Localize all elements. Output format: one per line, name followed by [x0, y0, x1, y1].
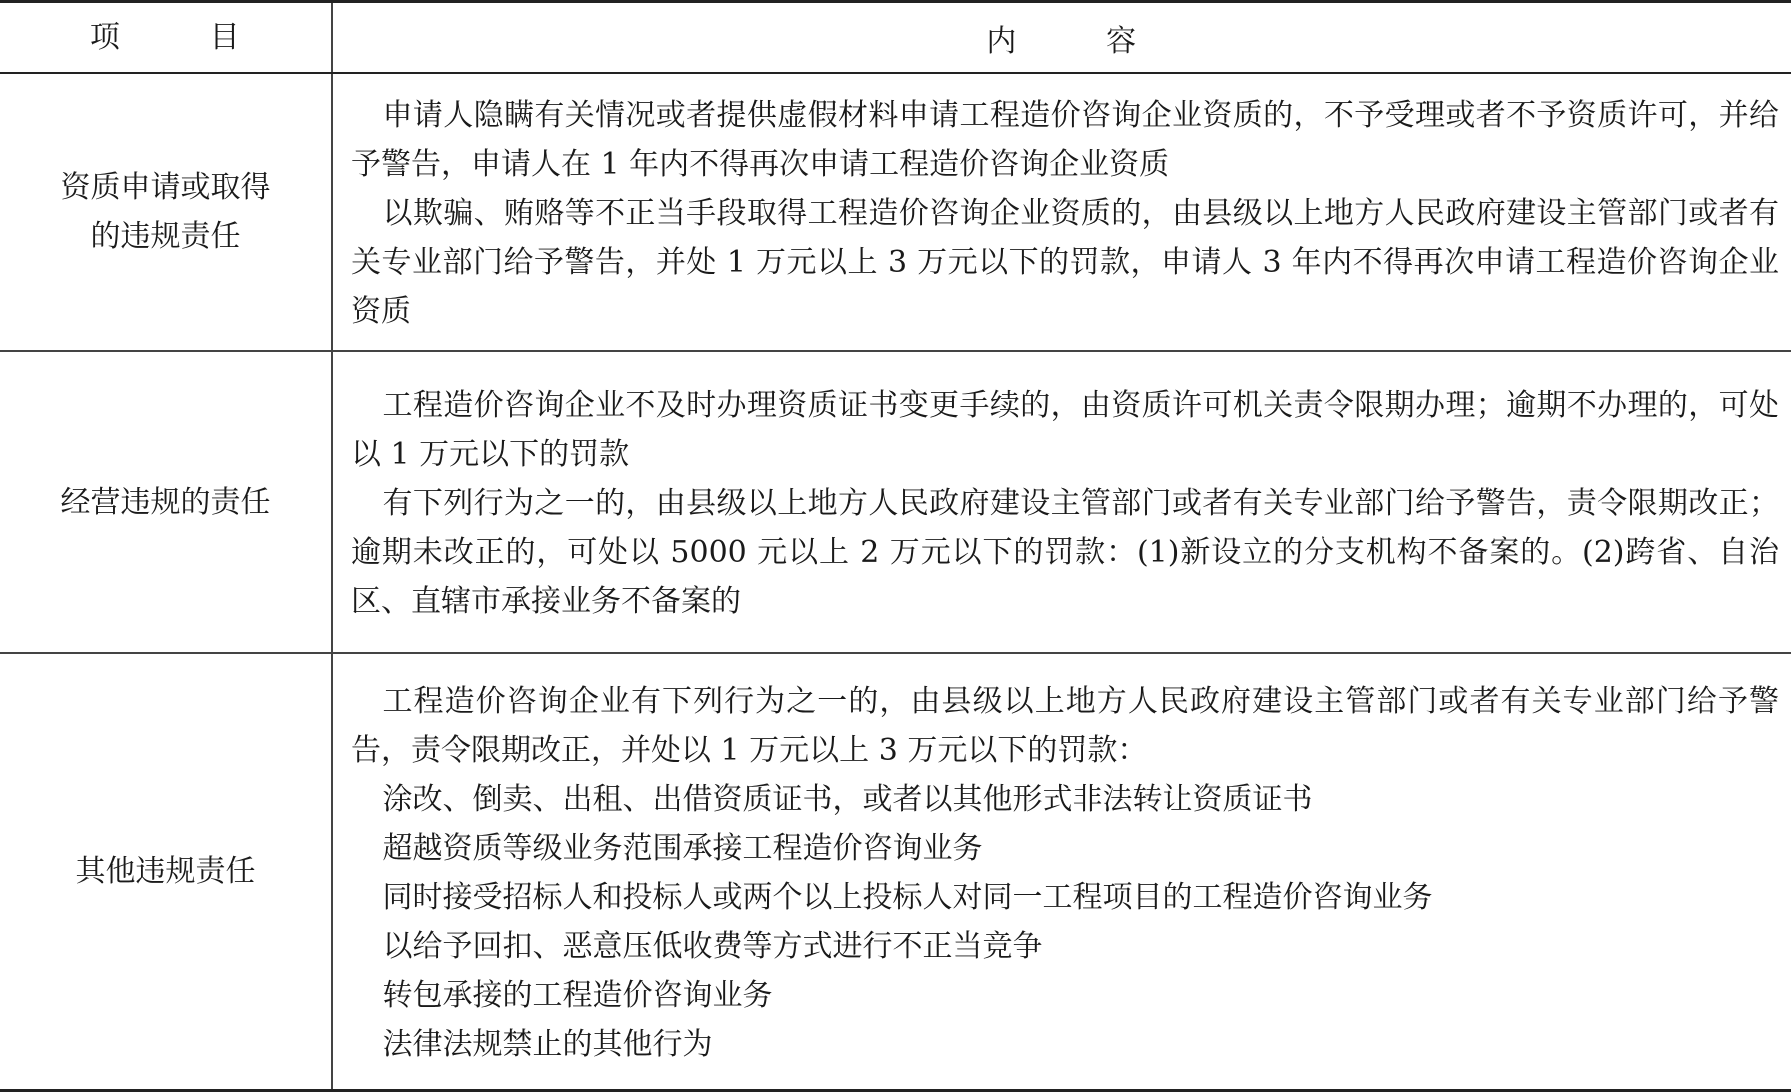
row-item-label: 其他违规责任: [75, 854, 256, 889]
row-content-cell: [332, 653, 1791, 1091]
row-item-label: 的违规责任: [90, 219, 241, 254]
content-paragraph: 申请人隐瞒有关情况或者提供虚假材料申请工程造价咨询企业资质的，不予受理或者不予资质许可，并给予警告，申请人在 1 年内不得再次申请工程造价咨询企业资质: [351, 97, 1779, 182]
header-item: 项 目: [0, 2, 332, 74]
content-paragraph: 法律法规禁止的其他行为: [382, 1026, 713, 1062]
row-item-cell: [0, 351, 332, 653]
content-paragraph: 工程造价咨询企业不及时办理资质证书变更手续的，由资质许可机关责令限期办理；逾期不办理的，可处以 1 万元以下的罚款: [351, 387, 1779, 472]
content-paragraph: 有下列行为之一的，由县级以上地方人民政府建设主管部门或者有关专业部门给予警告，责令限期改正；逾期未改正的，可处以 5000 元以上 2 万元以下的罚款：(1)新设立的分支机构不备案的。(2)跨省、自治区、直辖市承接业务不备案的: [351, 485, 1779, 619]
table-row: [0, 73, 1791, 351]
content-paragraph: 超越资质等级业务范围承接工程造价咨询业务: [382, 830, 983, 866]
content-paragraph: 转包承接的工程造价咨询业务: [382, 977, 773, 1013]
content-paragraph: 工程造价咨询企业有下列行为之一的，由县级以上地方人民政府建设主管部门或者有关专业部门给予警告，责令限期改正，并处以 1 万元以上 3 万元以下的罚款：: [351, 683, 1779, 768]
row-item-label: 资质申请或取得: [60, 170, 271, 205]
table-row: [0, 653, 1791, 1091]
row-item-label: 经营违规的责任: [60, 484, 271, 520]
content-paragraph: 以给予回扣、恶意压低收费等方式进行不正当竞争: [382, 928, 1043, 964]
row-content-cell: [332, 73, 1791, 351]
row-content-cell: [332, 351, 1791, 653]
row-item-cell: [0, 73, 332, 351]
table-header-row: [0, 2, 1791, 74]
content-paragraph: 同时接受招标人和投标人或两个以上投标人对同一工程项目的工程造价咨询业务: [382, 879, 1433, 915]
row-item-cell: [0, 653, 332, 1091]
content-paragraph: 以欺骗、贿赂等不正当手段取得工程造价咨询企业资质的，由县级以上地方人民政府建设主管部门或者有关专业部门给予警告，并处 1 万元以上 3 万元以下的罚款，申请人 3 年内不得再次申请工程造价咨询企业资质: [351, 195, 1779, 329]
table-row: [0, 351, 1791, 653]
content-paragraph: 涂改、倒卖、出租、出借资质证书，或者以其他形式非法转让资质证书: [382, 781, 1313, 817]
header-content: 内 容: [332, 2, 1791, 74]
